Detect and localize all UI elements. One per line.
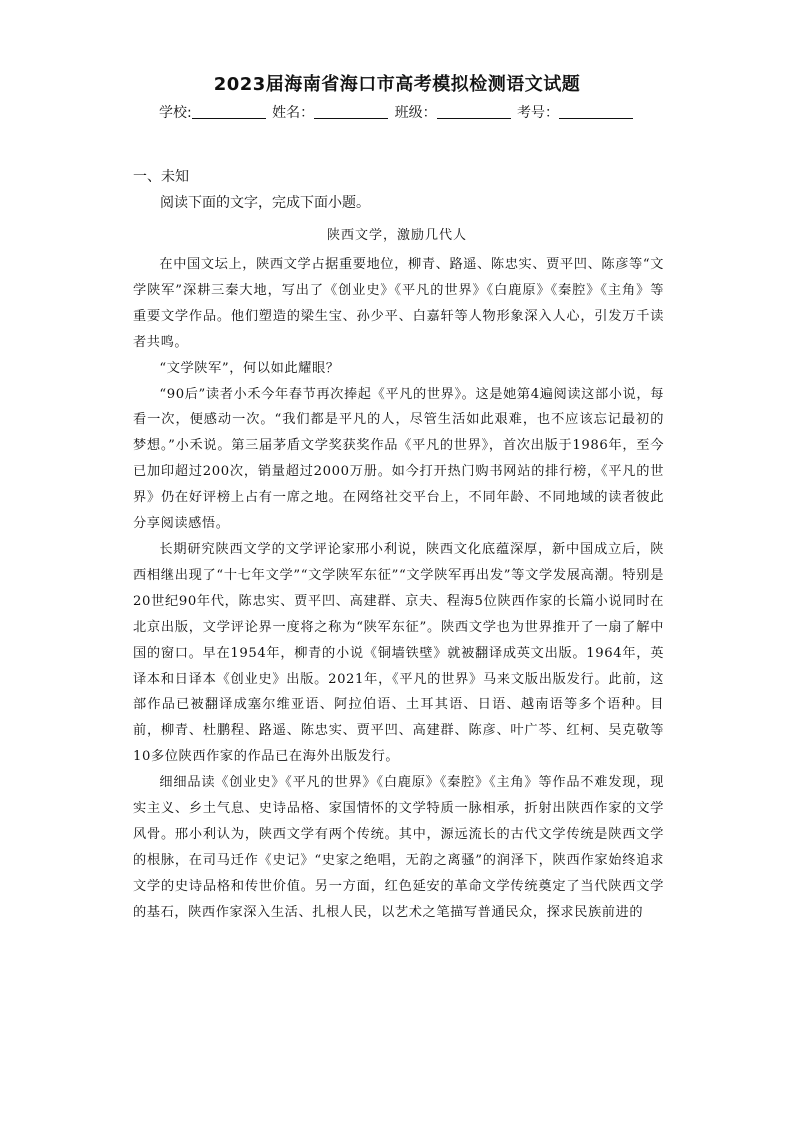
section-heading: 一、未知 — [133, 169, 189, 185]
name-label: 姓名： — [272, 105, 315, 121]
instruction: 阅读下面的文字，完成下面小题。 — [160, 195, 370, 211]
student-info-line — [0, 102, 794, 122]
name-blank[interactable] — [314, 104, 388, 119]
class-blank[interactable] — [437, 104, 511, 119]
paragraph: 长期研究陕西文学的文学评论家邢小利说，陕西文化底蕴深厚，新中国成立后，陕西相继出现了“十七年文学”“文学陕军东征”“文学陕军再出发”等文学发展高潮。特别是20世纪90年代，陈忠实、贾平凹、高建群、京夫、程海5位陕西作家的长篇小说同时在北京出版，文学评论界一度将之称为“陕军东征”。陕西文学也为世界推开了一扇了解中国的窗口。早在1954年，柳青的小说《铜墙铁壁》就被翻译成英文出版。1964年，英译本和日译本《创业史》出版。2021年，《平凡的世界》马来文版出版发行。此前，这部作品已被翻译成塞尔维亚语、阿拉伯语、土耳其语、日语、越南语等多个语种。目前，柳青、杜鹏程、路遥、陈忠实、贾平凹、高建群、陈彦、叶广芩、红柯、吴克敬等10多位陕西作家的作品已在海外出版发行。 — [133, 541, 664, 765]
class-label: 班级： — [394, 105, 437, 121]
school-blank[interactable] — [192, 104, 266, 119]
paragraph: 在中国文坛上，陕西文学占据重要地位，柳青、路遥、陈忠实、贾平凹、陈彦等“文学陕军”深耕三秦大地，写出了《创业史》《平凡的世界》《白鹿原》《秦腔》《主角》等重要文学作品。他们塑造的梁生宝、孙少平、白嘉轩等人物形象深入人心，引发万千读者共鸣。 — [133, 257, 664, 350]
number-blank[interactable] — [559, 104, 633, 119]
number-label: 考号： — [517, 105, 560, 121]
paragraph: “文学陕军”，何以如此耀眼？ — [159, 360, 340, 376]
paragraph: 细细品读《创业史》《平凡的世界》《白鹿原》《秦腔》《主角》等作品不难发现，现实主义、乡土气息、史诗品格、家国情怀的文学特质一脉相承，折射出陕西作家的文学风骨。邢小利认为，陕西文学有两个传统。其中，源远流长的古代文学传统是陕西文学的根脉，在司马迁作《史记》“史家之绝唱，无韵之离骚”的润泽下，陕西作家始终追求文学的史诗品格和传世价值。另一方面，红色延安的革命文学传统奠定了当代陕西文学的基石，陕西作家深入生活、扎根人民，以艺术之笔描写普通民众，探求民族前进的 — [133, 775, 664, 920]
article-title: 陕西文学，激励几代人 — [326, 228, 467, 243]
paragraph: “90后”读者小禾今年春节再次捧起《平凡的世界》。这是她第4遍阅读这部小说，每看一次，便感动一次。“我们都是平凡的人，尽管生活如此艰难，也不应该忘记最初的梦想。”小禾说。第三届茅盾文学奖获奖作品《平凡的世界》，首次出版于1986年，至今已加印超过200次，销量超过2000万册。如今打开热门购书网站的排行榜，《平凡的世界》仍在好评榜上占有一席之地。在网络社交平台上，不同年龄、不同地域的读者彼此分享阅读感悟。 — [133, 386, 664, 532]
exam-title: 2023届海南省海口市高考模拟检测语文试题 — [213, 74, 581, 95]
article-body — [133, 252, 664, 926]
school-label: 学校: — [158, 105, 192, 121]
